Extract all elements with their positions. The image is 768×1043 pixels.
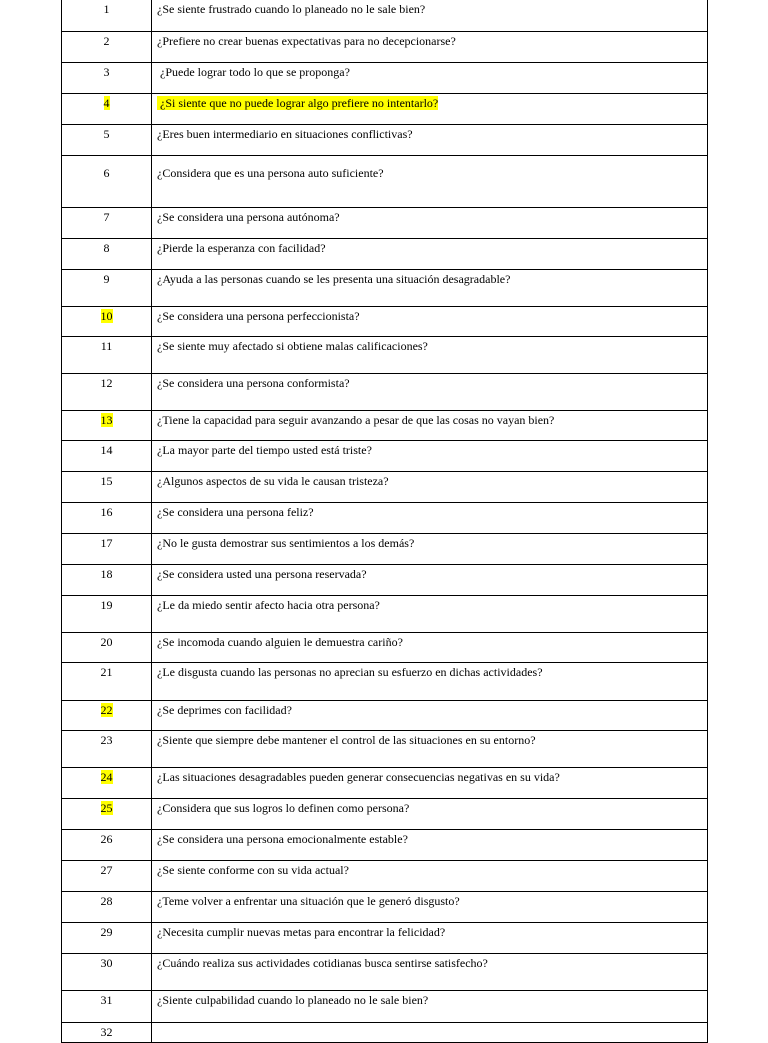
question-text-cell [152, 307, 708, 337]
question-text: ¿Le disgusta cuando las personas no aprecian su esfuerzo en dichas actividades? [157, 665, 543, 679]
question-row [62, 156, 708, 208]
question-text-cell [152, 701, 708, 731]
question-row [62, 337, 708, 374]
question-number: 20 [100, 635, 113, 649]
question-row [62, 441, 708, 472]
question-number: 29 [100, 925, 113, 939]
question-text-cell [152, 0, 708, 32]
question-text-cell [152, 63, 708, 94]
question-text-cell [152, 270, 708, 307]
question-number-cell [62, 731, 152, 768]
question-text: ¿Se considera usted una persona reservada? [157, 567, 367, 581]
question-text: ¿Siente culpabilidad cuando lo planeado no le sale bien? [157, 993, 429, 1007]
question-text: ¿Se considera una persona autónoma? [157, 210, 340, 224]
question-number-cell [62, 923, 152, 954]
question-text-cell [152, 125, 708, 156]
question-number-cell [62, 892, 152, 923]
question-text: ¿Se deprimes con facilidad? [157, 703, 292, 717]
question-number: 5 [103, 127, 110, 141]
question-number: 30 [100, 956, 113, 970]
question-number-cell [62, 534, 152, 565]
question-row [62, 307, 708, 337]
question-number: 27 [100, 863, 113, 877]
question-text-cell [152, 441, 708, 472]
question-row [62, 534, 708, 565]
question-number: 23 [100, 733, 113, 747]
question-number-cell [62, 596, 152, 633]
question-number-cell [62, 701, 152, 731]
question-text-cell [152, 991, 708, 1023]
question-row [62, 411, 708, 441]
question-number: 13 [100, 413, 113, 427]
question-text: ¿Se considera una persona conformista? [157, 376, 350, 390]
question-text: ¿Se considera una persona perfeccionista? [157, 309, 360, 323]
question-number-cell [62, 94, 152, 125]
question-number: 9 [103, 272, 110, 286]
question-number-cell [62, 307, 152, 337]
question-text: ¿La mayor parte del tiempo usted está triste? [157, 443, 372, 457]
question-number-cell [62, 63, 152, 94]
question-text-cell [152, 374, 708, 411]
question-text: ¿Teme volver a enfrentar una situación que le generó disgusto? [157, 894, 460, 908]
question-row [62, 270, 708, 307]
question-number: 3 [103, 65, 110, 79]
question-number: 32 [100, 1025, 113, 1039]
question-text-cell [152, 830, 708, 861]
question-number-cell [62, 472, 152, 503]
question-row [62, 596, 708, 633]
question-number-cell [62, 441, 152, 472]
questionnaire-table [61, 0, 708, 1043]
question-row [62, 991, 708, 1023]
question-number-cell [62, 374, 152, 411]
question-text-cell [152, 337, 708, 374]
question-number: 16 [100, 505, 113, 519]
question-text-cell [152, 156, 708, 208]
question-row [62, 374, 708, 411]
question-row [62, 799, 708, 830]
question-row [62, 94, 708, 125]
question-text: ¿Considera que es una persona auto suficiente? [157, 166, 384, 180]
question-number-cell [62, 991, 152, 1023]
question-text-cell [152, 768, 708, 799]
question-number-cell [62, 633, 152, 663]
questionnaire-body [62, 0, 708, 1043]
question-row [62, 923, 708, 954]
question-number-cell [62, 32, 152, 63]
question-row [62, 663, 708, 701]
question-number-cell [62, 208, 152, 239]
question-row [62, 768, 708, 799]
question-text-cell [152, 799, 708, 830]
question-number: 26 [100, 832, 113, 846]
question-row [62, 125, 708, 156]
question-row [62, 503, 708, 534]
question-row [62, 32, 708, 63]
question-row [62, 63, 708, 94]
question-text: ¿Necesita cumplir nuevas metas para encontrar la felicidad? [157, 925, 446, 939]
question-text: ¿Pierde la esperanza con facilidad? [157, 241, 326, 255]
question-text-cell [152, 892, 708, 923]
question-number-cell [62, 156, 152, 208]
question-number: 19 [100, 598, 113, 612]
question-number: 17 [100, 536, 113, 550]
question-row [62, 892, 708, 923]
question-row [62, 633, 708, 663]
question-text: ¿Se incomoda cuando alguien le demuestra cariño? [157, 635, 403, 649]
question-row [62, 239, 708, 270]
question-number: 10 [100, 309, 113, 323]
question-text: ¿Puede lograr todo lo que se proponga? [157, 65, 350, 79]
question-number-cell [62, 861, 152, 892]
question-number-cell [62, 565, 152, 596]
question-number: 6 [103, 166, 110, 180]
question-row [62, 472, 708, 503]
question-text: ¿Algunos aspectos de su vida le causan tristeza? [157, 474, 389, 488]
question-number-cell [62, 503, 152, 534]
question-number: 2 [103, 34, 110, 48]
question-text: ¿No le gusta demostrar sus sentimientos a los demás? [157, 536, 415, 550]
question-number-cell [62, 411, 152, 441]
question-number-cell [62, 270, 152, 307]
question-text-cell [152, 954, 708, 991]
question-text-cell [152, 565, 708, 596]
question-text-cell [152, 534, 708, 565]
question-number: 14 [100, 443, 113, 457]
question-row [62, 208, 708, 239]
question-row [62, 731, 708, 768]
question-number-cell [62, 337, 152, 374]
question-row [62, 701, 708, 731]
question-number: 31 [100, 993, 113, 1007]
question-number: 1 [103, 2, 110, 16]
question-row [62, 830, 708, 861]
question-number: 12 [100, 376, 113, 390]
question-text: ¿Si siente que no puede lograr algo prefiere no intentarlo? [157, 96, 439, 110]
question-number: 24 [100, 770, 113, 784]
question-text: ¿Le da miedo sentir afecto hacia otra persona? [157, 598, 380, 612]
question-number: 4 [103, 96, 110, 110]
question-text: ¿Prefiere no crear buenas expectativas para no decepcionarse? [157, 34, 456, 48]
question-text: ¿Cuándo realiza sus actividades cotidianas busca sentirse satisfecho? [157, 956, 488, 970]
question-text: ¿Las situaciones desagradables pueden generar consecuencias negativas en su vida? [157, 770, 560, 784]
question-number: 7 [103, 210, 110, 224]
question-row [62, 954, 708, 991]
question-number: 25 [100, 801, 113, 815]
question-row [62, 1023, 708, 1043]
question-number-cell [62, 799, 152, 830]
question-number: 21 [100, 665, 113, 679]
question-text-cell [152, 731, 708, 768]
question-text-cell [152, 32, 708, 63]
question-number: 18 [100, 567, 113, 581]
question-text: ¿Se siente muy afectado si obtiene malas calificaciones? [157, 339, 428, 353]
question-number-cell [62, 830, 152, 861]
question-text: ¿Ayuda a las personas cuando se les presenta una situación desagradable? [157, 272, 511, 286]
question-text-cell [152, 94, 708, 125]
question-text: ¿Se siente conforme con su vida actual? [157, 863, 349, 877]
question-text: ¿Considera que sus logros lo definen como persona? [157, 801, 410, 815]
question-text-cell [152, 1023, 708, 1043]
question-text: ¿Se considera una persona emocionalmente estable? [157, 832, 408, 846]
question-number: 22 [100, 703, 113, 717]
question-text-cell [152, 503, 708, 534]
question-text: ¿Se considera una persona feliz? [157, 505, 314, 519]
question-text-cell [152, 208, 708, 239]
question-number: 15 [100, 474, 113, 488]
question-row [62, 861, 708, 892]
question-number-cell [62, 125, 152, 156]
question-number-cell [62, 1023, 152, 1043]
question-number-cell [62, 0, 152, 32]
question-text: ¿Se siente frustrado cuando lo planeado no le sale bien? [157, 2, 426, 16]
question-text-cell [152, 411, 708, 441]
question-number-cell [62, 954, 152, 991]
question-text-cell [152, 633, 708, 663]
question-number: 8 [103, 241, 110, 255]
question-text-cell [152, 596, 708, 633]
question-text-cell [152, 861, 708, 892]
question-text: ¿Siente que siempre debe mantener el control de las situaciones en su entorno? [157, 733, 536, 747]
question-text-cell [152, 472, 708, 503]
question-text-cell [152, 239, 708, 270]
question-text: ¿Tiene la capacidad para seguir avanzando a pesar de que las cosas no vayan bien? [157, 413, 555, 427]
question-text-cell [152, 663, 708, 701]
question-number: 28 [100, 894, 113, 908]
question-row [62, 565, 708, 596]
question-number-cell [62, 768, 152, 799]
question-number-cell [62, 239, 152, 270]
question-text-cell [152, 923, 708, 954]
question-text: ¿Eres buen intermediario en situaciones conflictivas? [157, 127, 413, 141]
question-row [62, 0, 708, 32]
question-number-cell [62, 663, 152, 701]
question-number: 11 [100, 339, 113, 353]
